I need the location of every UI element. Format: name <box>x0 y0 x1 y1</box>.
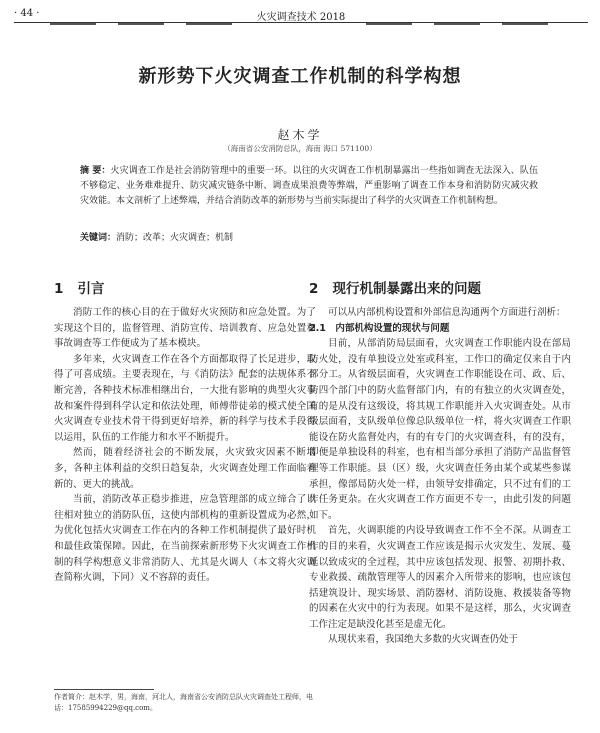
keywords-label: 关键词： <box>80 233 117 243</box>
running-header <box>14 6 588 24</box>
header-dash <box>502 23 548 25</box>
header-dash <box>366 23 412 25</box>
right-column <box>309 305 571 648</box>
footnote-rule <box>54 689 154 690</box>
keywords <box>80 230 538 243</box>
section-number: 2 <box>309 281 319 297</box>
paragraph: 从现状来看，我国绝大多数的火灾调查仍处于 <box>328 634 519 646</box>
paragraph: 当前，消防改革正稳步推进，应急管理部的成立缔合了以往相对独立的消防队伍，这使内部机构的重新设置成为必然，为优化包括火灾调查工作在内的各种工作机制提供了最好时机和最佳政策保障。因此，在当前探索新形势下火灾调查工作机制的科学构想意义非常消防人、尤其是火调人（本文将火灾调查简称火调，下同）义不容辞的责任。 <box>54 494 316 584</box>
abstract-text: 火灾调查工作是社会消防管理中的重要一环。以往的火灾调查工作机制暴露出一些指如调查无法深入、队伍不够稳定、业务难难提升、防灾减灾链条中断、调查成果浪费等弊端，严重影响了调查工作本身和消防防灾减灾救灾效能。本文剖析了上述弊端，并结合消防改革的新形势与当前实际提出了科学的火灾调查工作机制构想。 <box>80 166 538 206</box>
author-affiliation: （海南省公安消防总队，海南 海口 571100） <box>223 144 377 153</box>
section-heading-1 <box>54 277 105 297</box>
author-footnote: 作者简介：赵木学，男，海南，河北人，海南省公安消防总队火灾调查处工程师，电话：17585994229@qq.com。 <box>54 693 313 712</box>
page-number: · 44 · <box>14 8 40 19</box>
paragraph: 多年来，火灾调查工作在各个方面都取得了长足进步，取得了可喜成绩。主要表现在，与《消防法》配套的法规体系不断完善，各种技术标准相继出台，一大批有影响的典型火灾事故和案件得到科学认定和依法处理，师傅带徒弟的模式使全国火灾调查专业技术骨干得到更好培养，新的科学与技术手段得以运用，队伍的工作能力和水平不断提升。 <box>54 353 316 443</box>
author-name: 赵木学 <box>277 128 323 142</box>
journal-name: 火灾调查技术 2018 <box>256 12 346 23</box>
header-dash <box>50 23 96 25</box>
paragraph: 然而，随着经济社会的不断发展，火灾致灾因素不断增多，各种主体利益的交织日趋复杂，火灾调查处理工作面临着新的、更大的挑战。 <box>54 447 316 490</box>
section-number: 1 <box>54 281 64 297</box>
abstract <box>80 164 538 209</box>
header-dash <box>186 23 232 25</box>
abstract-label: 摘 要： <box>80 166 111 176</box>
left-column <box>54 305 316 586</box>
paragraph: 消防工作的核心目的在于做好火灾预防和应急处置。为了实现这个目的，监督管理、消防宣传、培训教育、应急处置和事故调查等工作便成为了基本模块。 <box>54 307 316 350</box>
section-heading-2 <box>309 277 481 297</box>
paragraph: 首先，火调职能的内设导致调查工作不全不深。从调查工作的目的来看，火灾调查工作应该是揭示火灾发生、发展、蔓延以致成灾的全过程，其中应该包括发现、报警、初期扑救、专业救援、疏散管理等人的因素介入所带来的影响，也应该包括建筑设计、现实场景、消防器材、消防设施、救援装备等物的因素在火灾中的行为表现。如果不是这样，那么，火灾调查工作注定是缺没化甚至是虚无化。 <box>309 525 571 630</box>
header-dash <box>434 23 480 25</box>
paper-title: 新形势下火灾调查工作机制的科学构想 <box>138 66 462 87</box>
keywords-text: 消防；改革；火灾调查；机制 <box>116 233 234 243</box>
paragraph: 可以从内部机构设置和外部信息沟通两个方面进行剖析： <box>328 307 566 318</box>
section-title: 引言 <box>77 281 105 297</box>
subsection-heading: 2.1 内部机构设置的现状与问题 <box>309 322 450 334</box>
section-title: 现行机制暴露出来的问题 <box>332 281 482 297</box>
header-dash <box>118 23 164 25</box>
paragraph: 目前，从部消防局层面看，火灾调查工作职能内设在部局防火处，没有单独设立处室或科室，工作口的确定仅来自于内部分工。从省级层面看，火灾调查工作职能设在司、政、后、防四个部门中的防火监督部门内，有的有独立的火灾调查处，有的是从没有这级设，将其规工作职能并入火灾调查处。从市级层面看，支队级单位像总队级单位一样，将火灾调查工作职能设在防火监督处内，有的有专门的火灾调查科，有的没有，即便是单独设科的科室，也有相当部分承担了消防产品监督管理等工作职能。县（区）级，火灾调查任务由某个或某些参谋承担，像部局防火处一样，由领导安排确定，只不过有们的工作任务更杂。在火灾调查工作方面更不专一，由此引发的问题如下。 <box>309 338 571 521</box>
